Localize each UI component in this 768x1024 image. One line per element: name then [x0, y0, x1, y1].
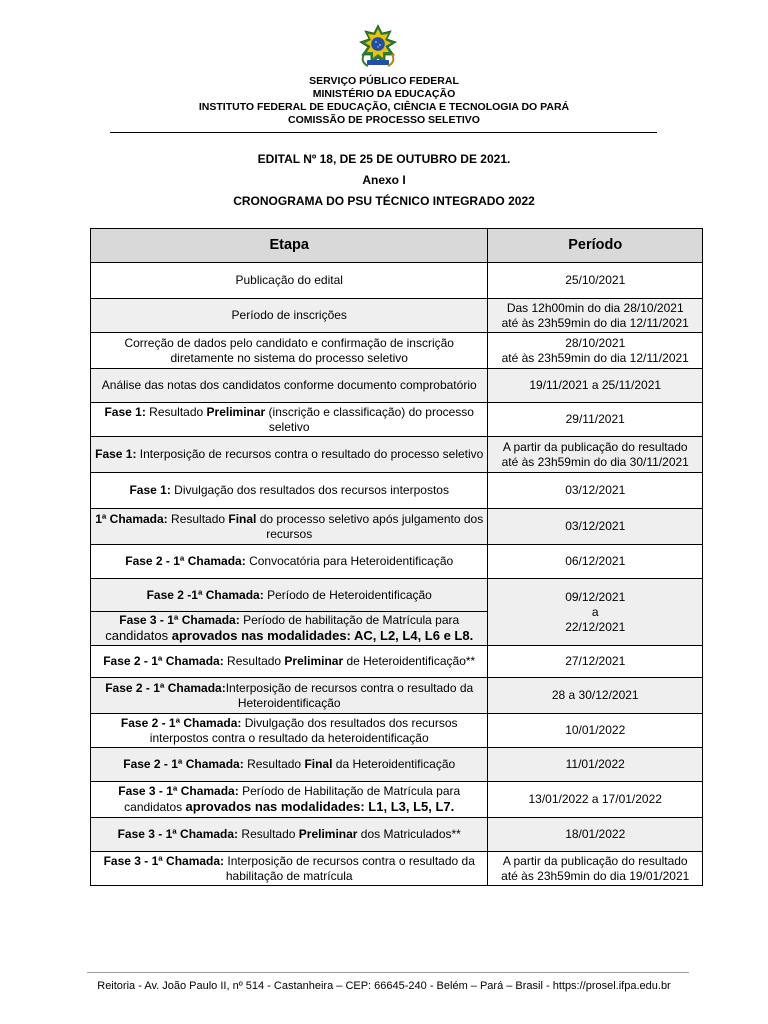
periodo-line: 11/01/2022 — [565, 757, 625, 771]
etapa-cell — [91, 748, 488, 782]
etapa-bold-text: Fase 2 - 1ª Chamada: — [125, 554, 246, 568]
periodo-cell — [488, 333, 703, 369]
periodo-cell — [488, 646, 703, 678]
periodo-line: A partir da publicação do resultado — [502, 853, 688, 868]
etapa-bold-text: Fase 3 - 1ª Chamada: — [118, 784, 239, 798]
etapa-text: de Heteroidentificação** — [343, 654, 476, 668]
table-row — [91, 818, 703, 852]
periodo-line: 25/10/2021 — [565, 273, 626, 287]
etapa-bold-text: Final — [304, 757, 333, 771]
brasao-emblem — [356, 24, 400, 70]
table-row — [91, 782, 703, 818]
periodo-cell — [488, 403, 703, 437]
header-line-3: INSTITUTO FEDERAL DE EDUCAÇÃO, CIÊNCIA E TECNOLOGIA DO PARÁ — [198, 101, 570, 113]
edital-title: EDITAL Nº 18, DE 25 DE OUTUBRO DE 2021. — [257, 152, 511, 166]
periodo-cell — [488, 678, 703, 714]
table-row — [91, 473, 703, 509]
periodo-line: a — [591, 604, 599, 619]
etapa-bold-text: Fase 3 - 1ª Chamada: — [103, 853, 225, 868]
etapa-cell — [91, 818, 488, 852]
footer-address: Reitoria - Av. João Paulo II, nº 514 - Castanheira – CEP: 66645-240 - Belém – Pará – Brasil - https://prosel.ifpa.edu.br — [97, 980, 671, 992]
periodo-line: Das 12h00min do dia 28/10/2021 — [506, 300, 684, 315]
etapa-bold-text: Preliminar — [298, 827, 358, 841]
etapa-text: Análise das notas dos candidatos conforme documento comprobatório — [101, 378, 477, 392]
table-row — [91, 678, 703, 714]
periodo-line: A partir da publicação do resultado — [502, 439, 688, 454]
periodo-line: 22/12/2021 — [565, 619, 626, 634]
etapa-text: Período de Heteroidentificação — [263, 587, 432, 602]
periodo-cell — [488, 748, 703, 782]
etapa-text: Período de habilitação de Matrícula para — [239, 613, 460, 627]
column-header-periodo: Período — [488, 229, 703, 263]
etapa-text: do processo seletivo após julgamento dos recursos — [256, 511, 484, 541]
etapa-cell — [91, 545, 488, 579]
periodo-cell — [488, 818, 703, 852]
etapa-bold-text: 1ª Chamada: — [95, 511, 168, 526]
header-line-4: COMISSÃO DE PROCESSO SELETIVO — [288, 114, 480, 126]
periodo-cell — [488, 437, 703, 473]
table-row — [91, 263, 703, 299]
table-header-row — [91, 229, 703, 263]
etapa-cell — [91, 509, 488, 545]
etapa-bold-text: Fase 3 - 1ª Chamada: — [117, 827, 239, 841]
periodo-cell — [488, 545, 703, 579]
etapa-cell — [91, 369, 488, 403]
etapa-cell — [91, 646, 488, 678]
table-row — [91, 545, 703, 579]
etapa-cell — [91, 678, 488, 714]
etapa-cell — [91, 852, 488, 886]
periodo-line: até às 23h59min do dia 30/11/2021 — [501, 454, 689, 469]
etapa-text: Interposição de recursos contra o resultado do processo seletivo — [136, 447, 484, 461]
etapa-cell — [91, 714, 488, 748]
etapa-text: Publicação do edital — [235, 273, 343, 287]
etapa-bold-text: Fase 1: — [104, 404, 146, 419]
table-row — [91, 852, 703, 886]
periodo-cell — [488, 782, 703, 818]
etapa-cell — [91, 579, 488, 612]
etapa-bold-text: Fase 2 - 1ª Chamada: — [123, 757, 244, 771]
periodo-cell — [488, 473, 703, 509]
table-row — [91, 748, 703, 782]
periodo-line: 28/10/2021 — [565, 335, 626, 350]
periodo-line: 03/12/2021 — [565, 483, 626, 497]
periodo-cell — [488, 852, 703, 886]
etapa-bold-text: Preliminar — [206, 404, 266, 419]
periodo-line: 27/12/2021 — [565, 654, 626, 668]
etapa-cell — [91, 473, 488, 509]
table-row — [91, 509, 703, 545]
etapa-text: Resultado — [167, 511, 229, 526]
periodo-line: 18/01/2022 — [565, 827, 626, 841]
table-row — [91, 369, 703, 403]
periodo-line: 09/12/2021 — [565, 589, 626, 604]
footer-divider — [87, 972, 689, 973]
etapa-bold-text: Fase 1: — [129, 483, 171, 497]
periodo-line: 06/12/2021 — [565, 554, 626, 568]
periodo-line: 19/11/2021 a 25/11/2021 — [529, 378, 662, 392]
etapa-text: Resultado — [145, 404, 207, 419]
header-divider — [110, 132, 657, 133]
etapa-bold-text: Fase 2 - 1ª Chamada: — [105, 680, 226, 695]
etapa-cell — [91, 612, 488, 646]
etapa-text: Divulgação dos resultados dos recursos interpostos — [170, 483, 449, 497]
header-line-1: SERVIÇO PÚBLICO FEDERAL — [309, 75, 459, 87]
periodo-line: até às 23h59min do dia 12/11/2021 — [501, 315, 689, 330]
schedule-table — [90, 228, 703, 886]
table-row — [91, 333, 703, 369]
etapa-text: Interposição de recursos contra o resultado da Heteroidentificação — [225, 680, 474, 710]
etapa-text: candidatos — [105, 628, 172, 643]
etapa-text: Interposição de recursos contra o resultado da habilitação de matrícula — [224, 853, 475, 883]
etapa-text: Resultado — [223, 654, 285, 668]
etapa-text: (inscrição e classificação) do processo seletivo — [265, 404, 474, 434]
etapa-bold-text: Fase 2 - 1ª Chamada: — [103, 654, 224, 668]
etapa-text: da Heteroidentificação — [332, 757, 456, 771]
schedule-title: CRONOGRAMA DO PSU TÉCNICO INTEGRADO 2022 — [233, 194, 535, 208]
table-row — [91, 403, 703, 437]
periodo-line: 29/11/2021 — [565, 412, 625, 426]
periodo-cell — [488, 263, 703, 299]
annex-title: Anexo I — [362, 173, 406, 187]
etapa-text: Convocatória para Heteroidentificação — [245, 554, 454, 568]
etapa-bold-text: aprovados nas modalidades: AC, L2, L4, L6 e L8. — [171, 628, 474, 643]
periodo-line: 03/12/2021 — [565, 519, 626, 533]
etapa-bold-text: aprovados nas modalidades: L1, L3, L5, L7. — [185, 799, 455, 814]
periodo-cell — [488, 579, 703, 646]
table-body — [91, 263, 703, 886]
table-row — [91, 437, 703, 473]
etapa-cell — [91, 782, 488, 818]
etapa-text: dos Matriculados** — [357, 827, 461, 841]
etapa-text: Resultado — [243, 757, 305, 771]
etapa-text: Período de Habilitação de Matrícula para candidatos — [124, 784, 461, 814]
etapa-bold-text: Fase 2 - 1ª Chamada: — [120, 715, 242, 730]
table-row — [91, 714, 703, 748]
etapa-cell — [91, 299, 488, 333]
etapa-text: Correção de dados pelo candidato e confirmação de inscrição diretamente no sistema do processo seletivo — [124, 335, 454, 365]
etapa-bold-text: Fase 1: — [95, 447, 137, 461]
etapa-cell — [91, 333, 488, 369]
header-line-2: MINISTÉRIO DA EDUCAÇÃO — [312, 88, 456, 100]
periodo-cell — [488, 714, 703, 748]
periodo-line: até às 23h59min do dia 19/01/2021 — [501, 868, 690, 883]
table-row — [91, 579, 703, 612]
table-row — [91, 646, 703, 678]
etapa-text: Período de inscrições — [231, 308, 347, 322]
etapa-bold-text: Final — [228, 511, 257, 526]
etapa-bold-text: Fase 3 - 1ª Chamada: — [119, 613, 240, 627]
etapa-text: Divulgação dos resultados dos recursos interpostos contra o resultado da heteroidentificação — [149, 715, 458, 745]
column-header-etapa: Etapa — [91, 229, 488, 263]
periodo-line: 13/01/2022 a 17/01/2022 — [528, 792, 662, 806]
periodo-cell — [488, 299, 703, 333]
etapa-cell — [91, 437, 488, 473]
etapa-cell — [91, 263, 488, 299]
etapa-cell — [91, 403, 488, 437]
etapa-bold-text: Preliminar — [284, 654, 344, 668]
periodo-cell — [488, 369, 703, 403]
periodo-line: 28 a 30/12/2021 — [551, 688, 639, 702]
periodo-line: até às 23h59min do dia 12/11/2021 — [501, 350, 689, 365]
periodo-line: 10/01/2022 — [565, 723, 626, 737]
etapa-bold-text: Fase 2 -1ª Chamada: — [146, 587, 264, 602]
etapa-text: Resultado — [238, 827, 299, 841]
periodo-cell — [488, 509, 703, 545]
table-row — [91, 299, 703, 333]
